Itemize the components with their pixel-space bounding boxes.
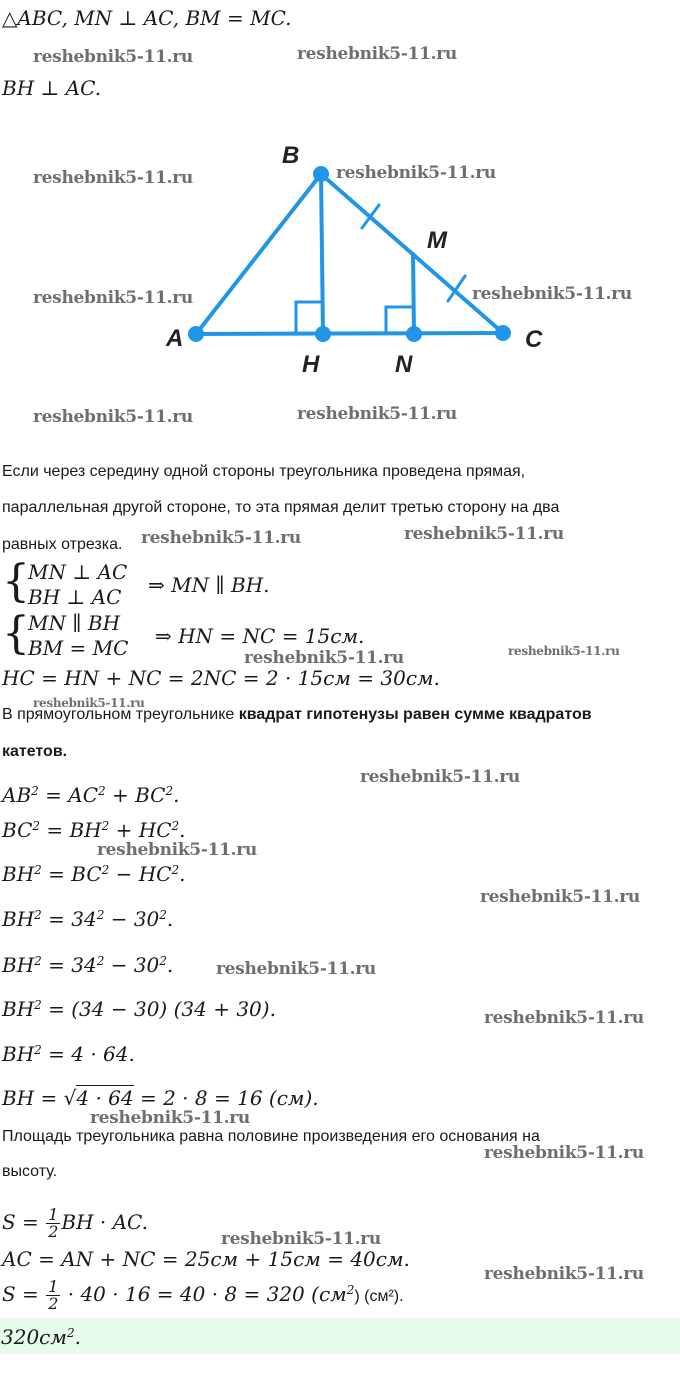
- label-a: A: [166, 325, 184, 352]
- watermark: reshebnik5-11.ru: [480, 887, 640, 907]
- watermark: reshebnik5-11.ru: [141, 528, 301, 548]
- answer-box: [0, 1318, 680, 1354]
- system2-result: ⇒ HN = NC = 15см.: [155, 624, 365, 648]
- watermark: reshebnik5-11.ru: [484, 1143, 644, 1163]
- para1-line3: равных отрезка.: [2, 536, 123, 553]
- para2-line1: В прямоугольном треугольнике квадрат гипотенузы равен сумме квадратов: [2, 706, 592, 723]
- label-h: H: [302, 351, 320, 378]
- para3-line2: высоту.: [2, 1163, 58, 1180]
- eq-bh-root: BH = √4 · 64 = 2 · 8 = 16 (см).: [2, 1086, 319, 1110]
- label-c: C: [525, 326, 543, 353]
- watermark: reshebnik5-11.ru: [360, 767, 520, 787]
- eq-bh-difference: $BH^2 = (34 - 30) (34 + 30)$.: [2, 997, 276, 1021]
- watermark: reshebnik5-11.ru: [33, 47, 193, 67]
- segment-mn: [413, 254, 414, 334]
- area-result: S = $\frac{1}{2}$ · 40 · 16 = 40 · 8 = 320 $(см^2)$ (см²).: [2, 1277, 404, 1313]
- system1-row1: MN ⊥ AC: [28, 560, 128, 584]
- label-b: B: [282, 142, 300, 169]
- watermark: reshebnik5-11.ru: [33, 288, 193, 308]
- watermark: reshebnik5-11.ru: [472, 284, 632, 304]
- para3-line1: Площадь треугольника равна половине произведения его основания на: [2, 1128, 540, 1145]
- condition-given-2: BH ⊥ AC.: [2, 76, 102, 100]
- side-ac: [196, 333, 503, 334]
- para1-line2: параллельная другой стороне, то эта прямая делит третью сторону на два: [2, 499, 560, 516]
- pythagoras-statement: квадрат гипотенузы равен сумме квадратов: [238, 706, 592, 723]
- eq-bh-numeric-1: $BH^2 = 34^2 - 30^2$.: [2, 907, 174, 931]
- watermark: reshebnik5-11.ru: [216, 959, 376, 979]
- watermark: reshebnik5-11.ru: [297, 44, 457, 64]
- watermark: reshebnik5-11.ru: [221, 1229, 381, 1249]
- point-c: [495, 325, 511, 341]
- label-n: N: [395, 351, 413, 378]
- eq-bh-product: $BH^2 = 4 \cdot 64$.: [2, 1042, 135, 1066]
- system2-brace: {: [2, 608, 30, 659]
- eq-bh-numeric-2: $BH^2 = 34^2 - 30^2$.: [2, 953, 174, 977]
- altitude-bh: [321, 174, 323, 334]
- condition-given: △ABC, MN ⊥ AC, BM = MC.: [2, 6, 292, 30]
- watermark: reshebnik5-11.ru: [244, 648, 404, 668]
- point-n: [406, 326, 422, 342]
- hc-equation: HC = HN + NC = 2NC = 2 · 15см = 30см.: [2, 666, 440, 690]
- system1-row2: BH ⊥ AC: [28, 585, 122, 609]
- system1-result: ⇒ MN ∥ BH.: [148, 573, 270, 597]
- system1-brace: {: [2, 556, 30, 607]
- para2-line2: катетов.: [2, 743, 68, 760]
- watermark: reshebnik5-11.ru: [90, 1108, 250, 1128]
- watermark: reshebnik5-11.ru: [33, 407, 193, 427]
- watermark: reshebnik5-11.ru: [404, 524, 564, 544]
- area-formula: S = $\frac{1}{2}$ BH · AC.: [2, 1205, 148, 1241]
- watermark: reshebnik5-11.ru: [484, 1008, 644, 1028]
- watermark: reshebnik5-11.ru: [97, 840, 257, 860]
- para1-line1: Если через середину одной стороны треугольника проведена прямая,: [2, 463, 526, 480]
- watermark: reshebnik5-11.ru: [33, 696, 145, 710]
- system2-row2: BM = MC: [28, 636, 129, 660]
- watermark: reshebnik5-11.ru: [336, 163, 496, 183]
- watermark: reshebnik5-11.ru: [508, 644, 620, 658]
- answer-value: $320см^2$.: [1, 1325, 81, 1349]
- ac-equation: AC = AN + NC = 25см + 15см = 40см.: [2, 1247, 410, 1271]
- label-m: M: [427, 227, 447, 254]
- side-ab: [196, 174, 321, 334]
- watermark: reshebnik5-11.ru: [33, 168, 193, 188]
- eq-ab-squared: $AB^2 = AC^2 + BC^2$.: [2, 783, 180, 807]
- point-h: [315, 326, 331, 342]
- eq-bh-squared: $BH^2 = BC^2 - HC^2$.: [2, 862, 186, 886]
- system2-row1: MN ∥ BH: [28, 611, 121, 635]
- point-b: [313, 166, 329, 182]
- point-a: [188, 326, 204, 342]
- watermark: reshebnik5-11.ru: [484, 1264, 644, 1284]
- eq-bc-squared: $BC^2 = BH^2 + HC^2$.: [2, 818, 186, 842]
- watermark: reshebnik5-11.ru: [297, 404, 457, 424]
